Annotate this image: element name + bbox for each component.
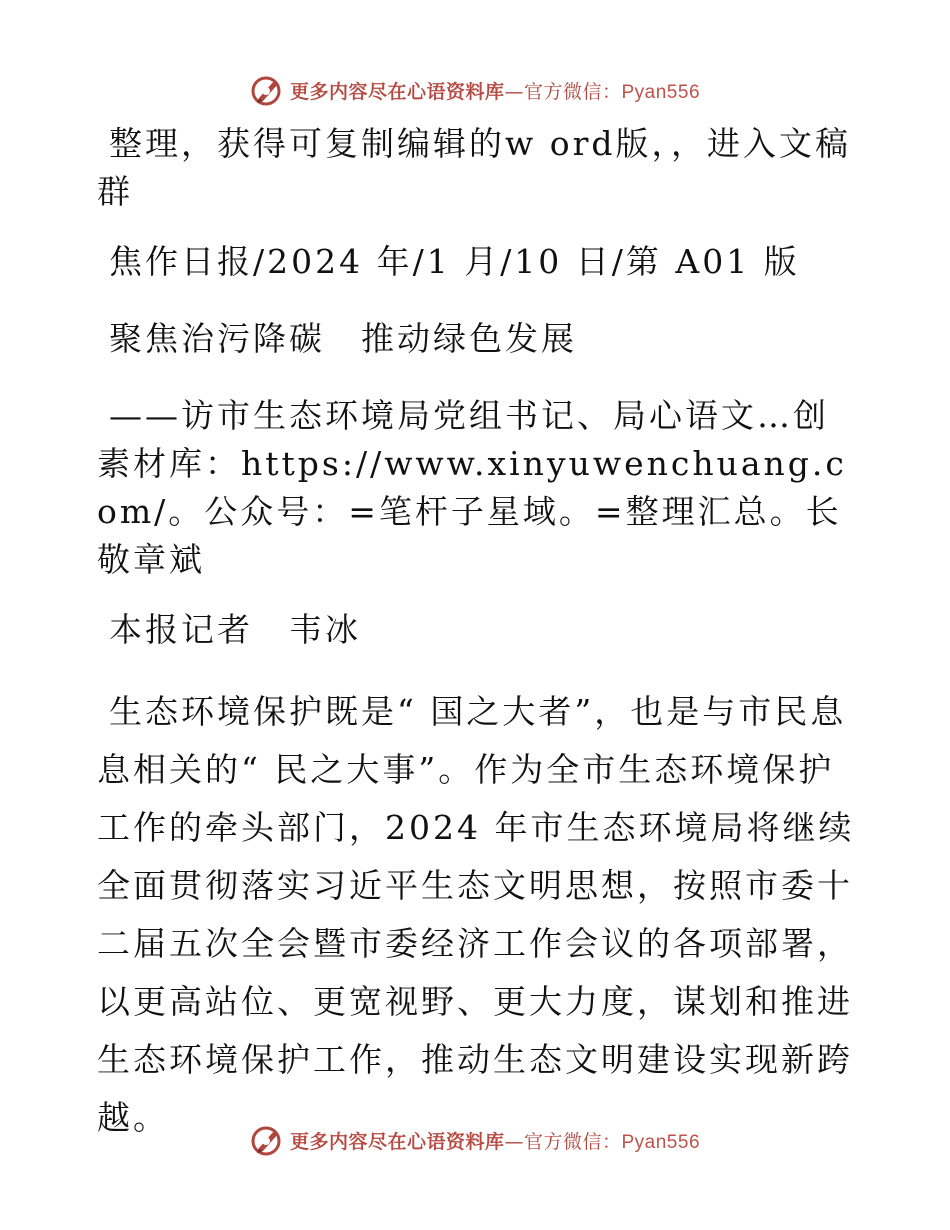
- watermark-wechat: Pyan556: [621, 81, 701, 103]
- headline: 聚焦治污降碳 推动绿色发展: [109, 319, 577, 358]
- subheadline: ——访市生态环境局党组书记、局心语文…创素材库：https://www.xinyuwenchuang.com/。公众号：=笔杆子星域。=整理汇总。长敬章斌: [97, 396, 847, 579]
- watermark-text: [290, 1127, 700, 1154]
- document-content: [97, 120, 857, 1176]
- pen-logo-icon: [250, 1123, 284, 1157]
- watermark-site: 更多内容尽在心语资料库: [289, 1130, 505, 1153]
- body-paragraph: 生态环境保护既是“ 国之大者”，也是与市民息息相关的“ 民之大事”。作为全市生态环境保护工作的牵头部门，2024 年市生态环境局将继续全面贯彻落实习近平生态文明思想，按照市委十二届五次全会暨市委经济工作会议的各项部署，以更高站位、更宽视野、更大力度，谋划和推进生态环境保护工作，推动生态文明建设实现新跨越。: [97, 692, 855, 1137]
- intro-line: 整理，获得可复制编辑的w ord版，，进入文稿群: [97, 124, 852, 211]
- watermark-wechat: Pyan556: [621, 1131, 701, 1153]
- watermark-header: [0, 70, 950, 110]
- watermark-dash: —: [504, 80, 524, 103]
- source-line: 焦作日报/2024 年/1 月/10 日/第 A01 版: [109, 242, 800, 281]
- watermark-footer: [0, 1120, 950, 1160]
- pen-logo-icon: [250, 73, 284, 107]
- watermark-dash: —: [504, 1130, 524, 1153]
- watermark-official: 官方微信：: [523, 1130, 622, 1153]
- byline: 本报记者 韦冰: [109, 610, 361, 649]
- watermark-text: [290, 77, 700, 104]
- watermark-official: 官方微信：: [523, 80, 622, 103]
- watermark-site: 更多内容尽在心语资料库: [289, 80, 505, 103]
